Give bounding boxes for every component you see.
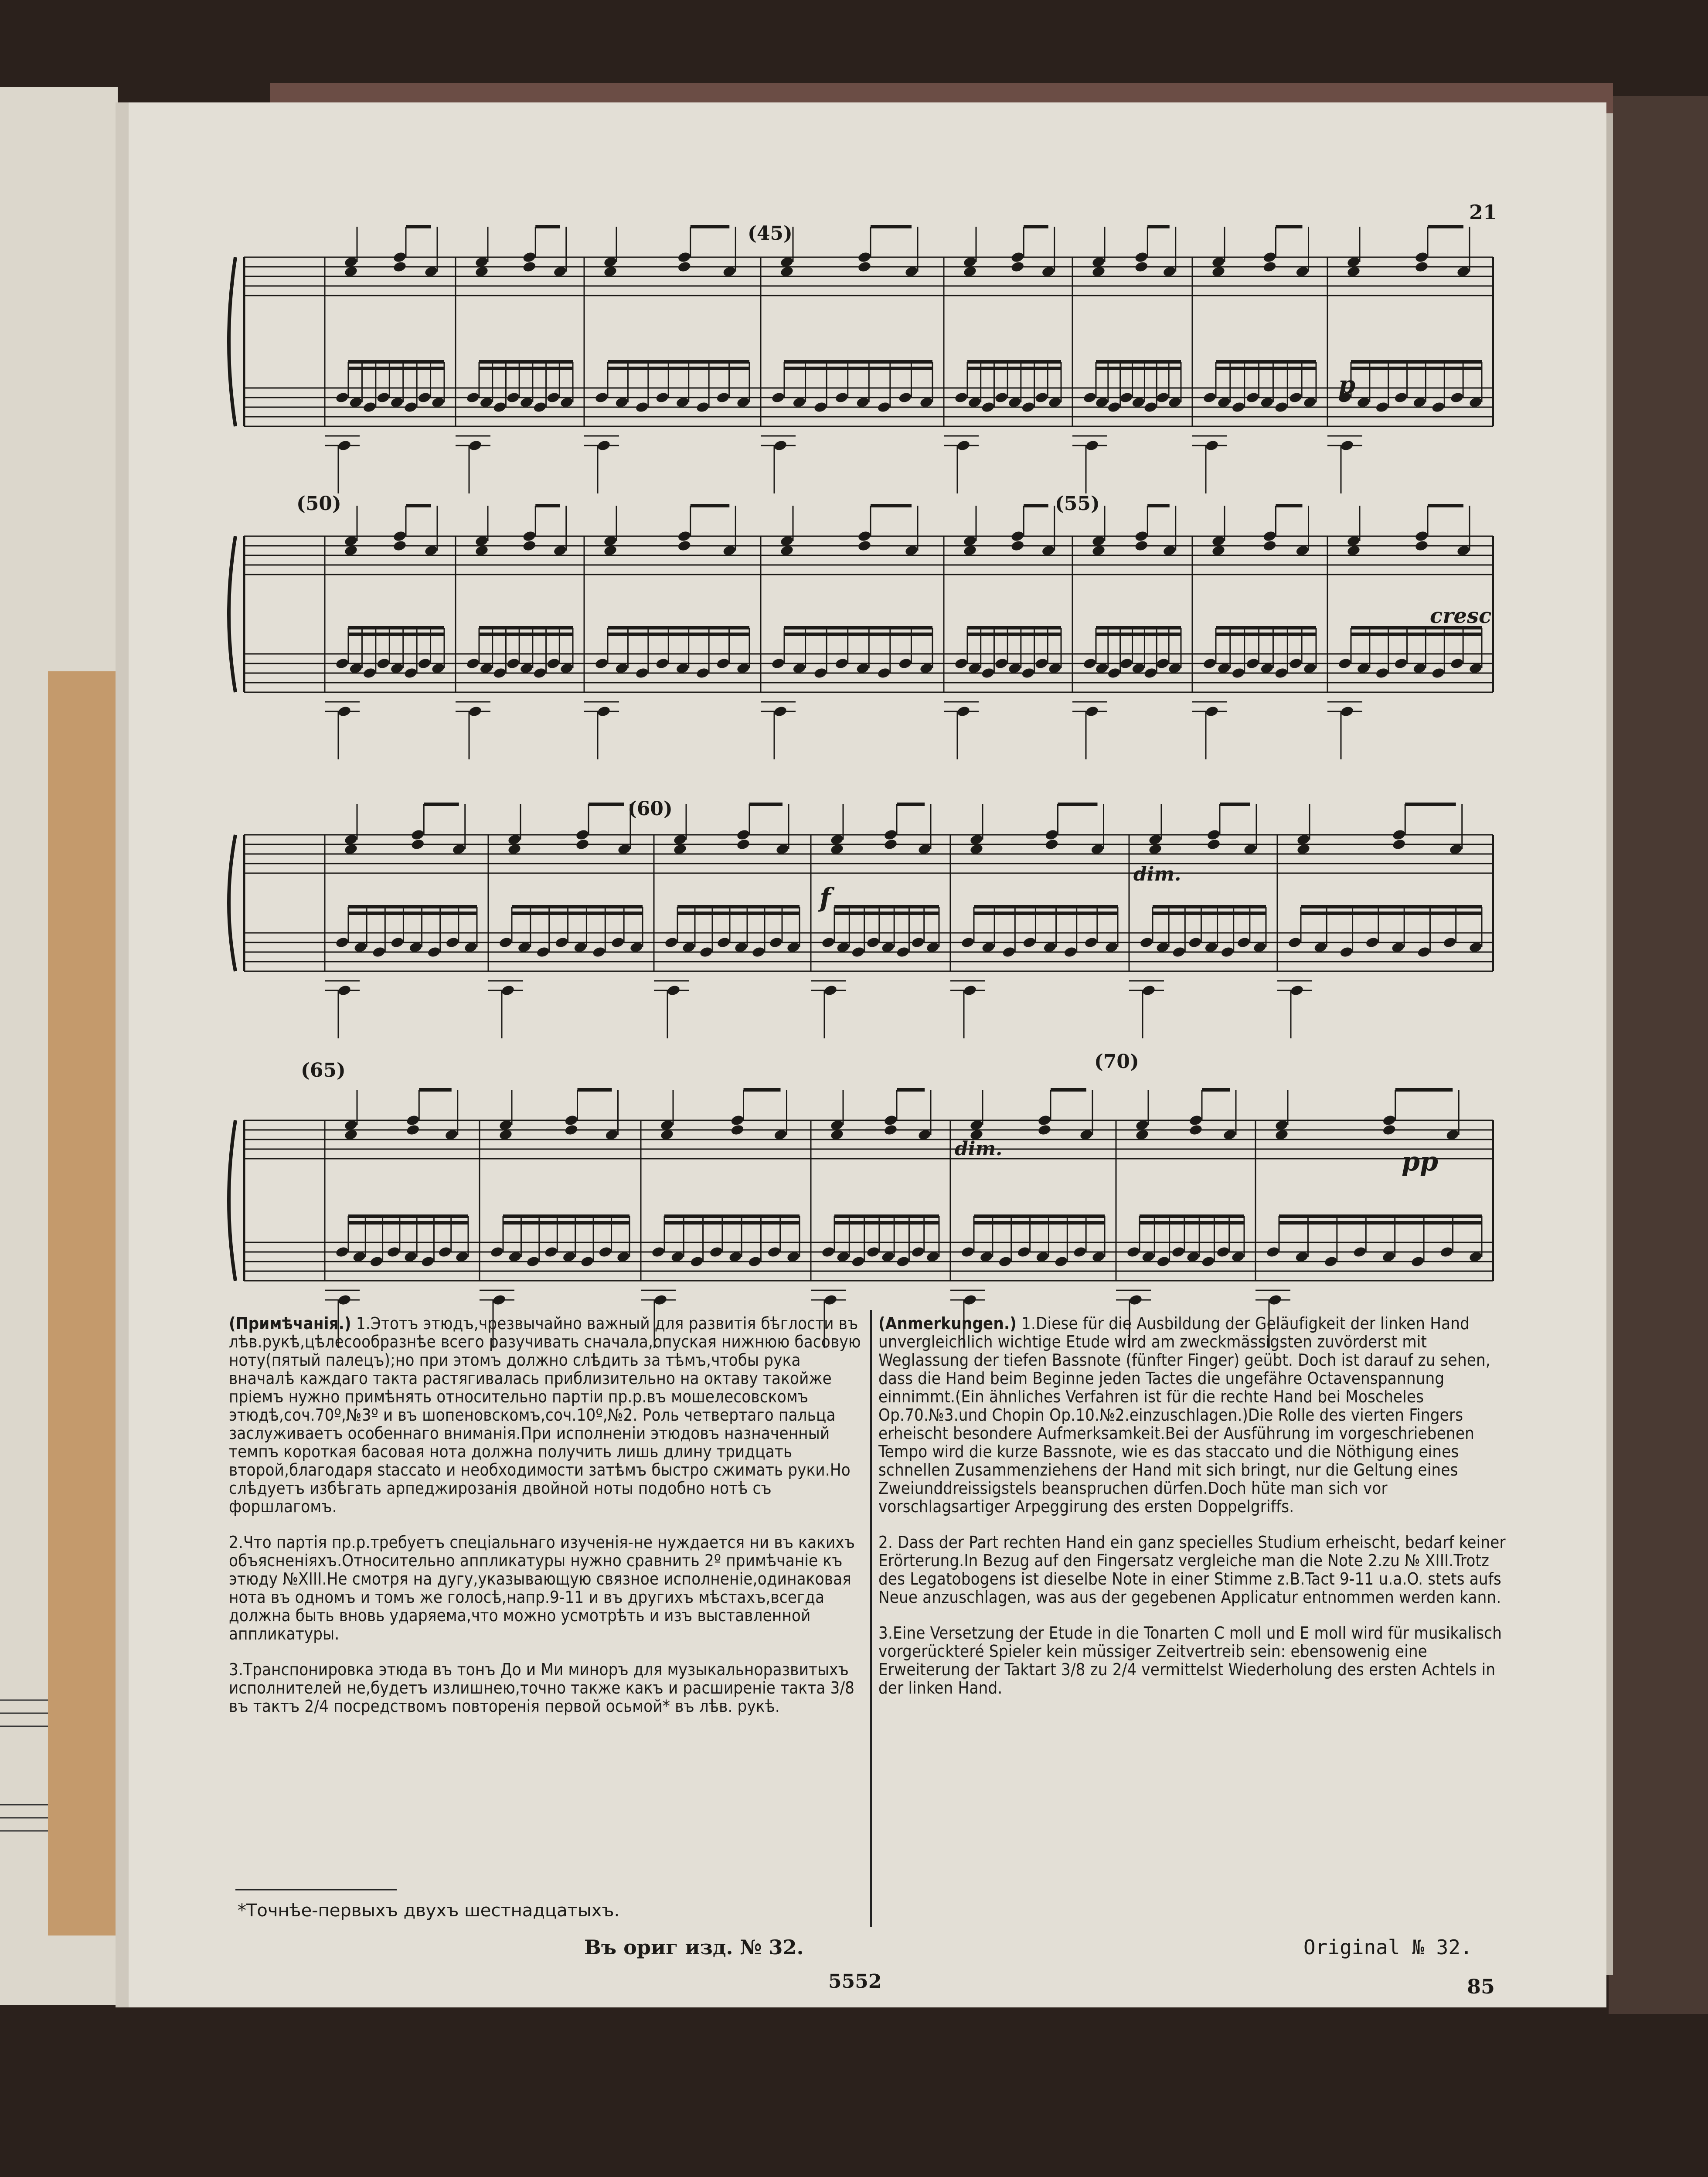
notes-ru-footnote: *Точнѣе-первыхъ двухъ шестнадцатыхъ. [238,1901,620,1921]
measure-number-70: (70) [1094,1051,1139,1073]
notes-de-heading: (Anmerkungen.) [878,1314,1017,1333]
notes-german [878,1314,1506,1714]
dynamic-pp: pp [1402,1146,1438,1177]
plate-number: 5552 [828,1970,882,1993]
orig-edition-de: Original № 32. [1303,1935,1473,1959]
notes-ru-para3: 3.Транспонировка этюда въ тонъ До и Ми миноръ для музыкальноразвитыхъ исполнителей не,будетъ излишнею,точно также какъ и расширеніе такта 3/8 въ тактъ 2/4 посредствомъ повторенія первой осьмой* въ лѣв. рукѣ. [229,1660,855,1716]
measure-number-45: (45) [748,222,793,245]
book-cover-edge [1609,96,1708,2014]
measure-number-50: (50) [296,493,341,515]
left-page-tab [48,671,122,1935]
bottom-page-number: 85 [1467,1975,1495,1998]
notes-de-para1: 1.Diese für die Ausbildung der Geläufigkeit der linken Hand unvergleichlich wichtige Etude wird am zweckmässigsten zuvörderst mit Weglassung der tiefen Bassnote (fünfter Finger) geübt. Doch ist darauf zu sehen, dass die Hand beim Beginne jeden Tactes die ungefähre Octavenspannung einnimmt.(Ein ähnliches Verfahren ist für die rechte Hand bei Moscheles Op.70.№3.und Chopin Op.10.№2.einzuschlagen.)Die Rolle des vierten Fingers erheischt besondere Aufmerksamkeit.Bei der Ausführung im vorgeschriebenen Tempo wird die kurze Bassnote, wie es das staccato und die Nöthigung eines schnellen Zusammenziehens der Hand mit sich bringt, nur die Geltung eines Zweiunddreissigstels beanspruchen dürfen.Doch hüte man sich vor vorschlagsartiger Arpeggirung des ersten Doppelgriffs. [878,1314,1490,1516]
dynamic-cresc: cresc [1430,604,1492,628]
page-number: 21 [1469,201,1497,224]
measure-number-65: (65) [301,1059,346,1082]
dynamic-dim-2: dim. [955,1138,1003,1160]
notes-de-para3: 3.Eine Versetzung der Etude in die Tonarten C moll und E moll wird für musikalisch vorgerückteré Spieler kein müssiger Zeitvertreib sein: ebensowenig eine Erweiterung der Taktart 3/8 zu 2/4 vermittelst Wiederholung des ersten Achtels in der linken Hand. [878,1623,1502,1697]
notes-russian [229,1314,863,1733]
dynamic-f: f [820,883,831,913]
notes-ru-para1: 1.Этотъ этюдъ,чрезвычайно важный для развитія бѣглости въ лѣв.рукѣ,цѣлесообразнѣе всего разучивать сначала,опуская нижнюю басовую ноту(пятый палецъ);но при этомъ должно слѣдить за тѣмъ,чтобы рука вначалѣ каждаго такта растягивалась приблизительно на октаву такойже пріемъ нужно примѣнять относительно партіи пр.р.въ мошелесовскомъ этюдѣ,соч.70º,№3º и въ шопеновскомъ,соч.10º,№2. Роль четвертаго пальца заслуживаетъ особеннаго вниманія.При исполненіи этюдовъ назначенный темпъ короткая басовая нота должна получить лишь длину тридцать второй,благодаря staccato и необходимости затѣмъ быстро сжимать руки.Но слѣдуетъ избѣгать арпеджирозанія двойной ноты подобно нотѣ съ форшлагомъ. [229,1314,861,1516]
notes-ru-para2: 2.Что партія пр.р.требуетъ спеціальнаго изученія-не нуждается ни въ какихъ объясненіяхъ.Относительно аппликатуры нужно сравнить 2º примѣчаніе къ этюду №XIII.Не смотря на дугу,указывающую связное исполненіе,одинаковая нота въ одномъ и томъ же голосѣ,напр.9-11 и въ другихъ мѣстахъ,всегда должна быть вновь ударяема,что можно усмотрѣть и изъ выставленной аппликатуры. [229,1533,855,1643]
dynamic-dim-1: dim. [1133,863,1181,885]
notes-de-para2: 2. Dass der Part rechten Hand ein ganz specielles Studium erheischt, bedarf keiner Erörterung.In Bezug auf den Fingersatz vergleiche man die Note 2.zu № XIII.Trotz des Legatobogens ist dieselbe Note in einer Stimme z.B.Tact 9-11 u.a.O. stets aufs Neue anzuschlagen, was aus der gegebenen Applicatur entnommen werden kann. [878,1533,1506,1607]
measure-number-55: (55) [1055,493,1100,515]
orig-edition-ru: Въ ориг изд. № 32. [584,1935,804,1959]
notes-ru-heading: (Примѣчанія.) [229,1314,351,1333]
dynamic-p: p [1338,371,1356,399]
page-gutter [116,102,129,2007]
measure-number-60: (60) [628,798,673,820]
